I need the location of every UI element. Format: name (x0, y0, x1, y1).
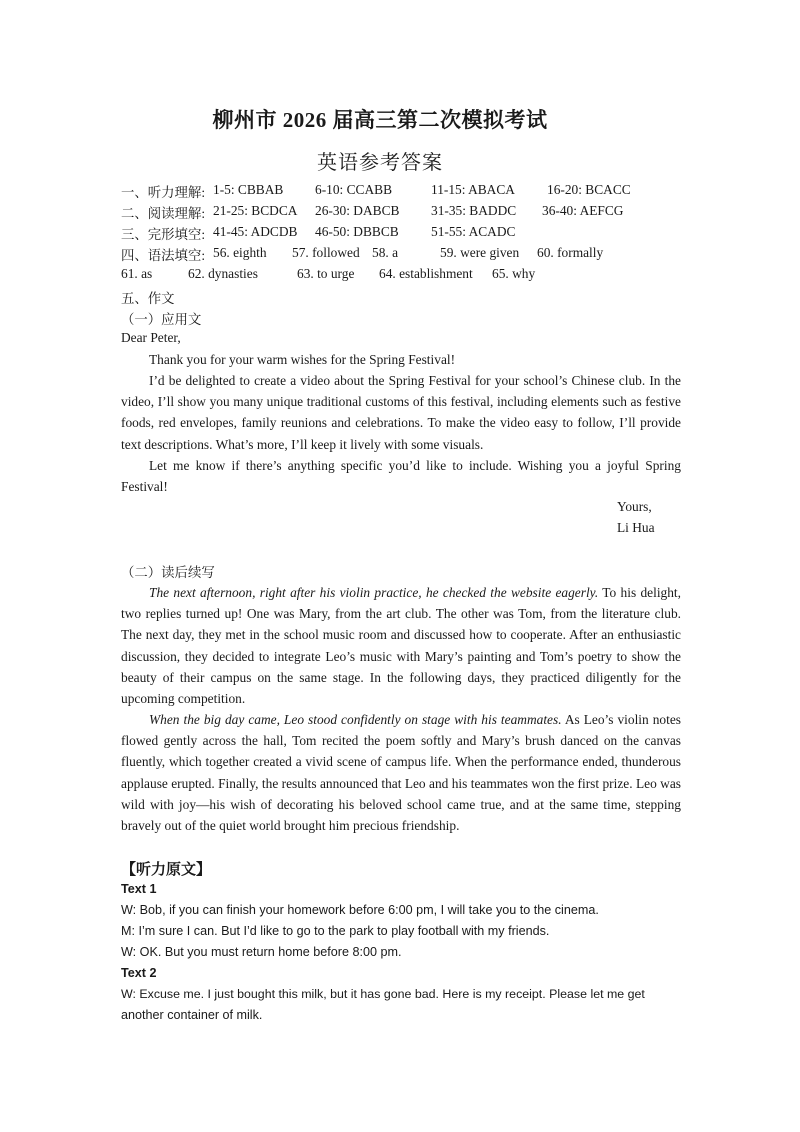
answer-item: 58. a (372, 245, 399, 260)
answer-group: 41-45: ADCDB (213, 224, 298, 239)
transcript-line: M: I’m sure I can. But I’d like to go to the park to play football with my friends. (121, 924, 550, 938)
letter-paragraph: I’d be delighted to create a video about the Spring Festival for your school’s Chinese club. In the video, I’ll show you many unique traditional customs of this festival, including elements such as festive foods, red envelopes, family reunions and celebrations. To make the video easy to follow, I’ll provide text descriptions. What’s more, I’ll keep it lively with some visuals. (121, 373, 681, 452)
continuation-paragraph (121, 582, 681, 709)
answer-item: 64. establishment (379, 266, 473, 281)
transcript-heading: 【听力原文】 (121, 861, 212, 878)
answer-item: 61. as (121, 266, 153, 281)
section-label: 四、语法填空: (121, 248, 206, 263)
letter-closing: Yours, (617, 499, 652, 514)
continuation-paragraph (121, 709, 681, 836)
paragraph-body: To his delight, two replies turned up! One was Mary, from the art club. The other was Tom, from the literature club. The next day, they met in the school music room and discussed how to cooperate. After an enthusiastic discussion, they decided to integrate Leo’s music with Mary’s painting and Tom’s poetry to show the beauty of their campus on the same stage. In the following days, they practiced diligently for the upcoming competition. (121, 585, 682, 707)
answer-item: 59. were given (440, 245, 520, 260)
transcript-line: another container of milk. (121, 1008, 263, 1022)
answer-key-subtitle: 英语参考答案 (317, 152, 443, 174)
paragraph-lead-sentence: The next afternoon, right after his violin practice, he checked the website eagerly. (149, 585, 599, 600)
answer-item: 60. formally (537, 245, 604, 260)
answer-group: 1-5: CBBAB (213, 182, 284, 197)
answer-group: 6-10: CCABB (315, 182, 393, 197)
exam-title: 柳州市 2026 届高三第二次模拟考试 (212, 108, 548, 132)
paragraph-body: As Leo’s violin notes flowed gently across the hall, Tom recited the poem softly and Mary’s brush danced on the canvas fluently, which together created a vivid scene of campus life. When the performance ended, thunderous applause erupted. Finally, the results announced that Leo and his teammates won the first prize. Leo was wild with joy—his wish of decorating his beloved school came true, and at the same time, stepping bravely out of the quiet world brought him precious friendship. (121, 712, 681, 834)
part1-heading: （一）应用文 (121, 312, 202, 327)
text2-label: Text 2 (121, 966, 157, 980)
letter-paragraph: Thank you for your warm wishes for the Spring Festival! (149, 352, 456, 367)
letter-signature: Li Hua (617, 520, 655, 535)
section-label: 一、听力理解: (121, 185, 206, 200)
answer-item: 65. why (492, 266, 536, 281)
letter-salutation: Dear Peter, (121, 330, 181, 345)
section-label: 二、阅读理解: (121, 206, 206, 221)
answer-group: 31-35: BADDC (431, 203, 517, 218)
writing-heading: 五、作文 (121, 291, 175, 306)
answer-group: 36-40: AEFCG (542, 203, 624, 218)
transcript-line: W: Excuse me. I just bought this milk, but it has gone bad. Here is my receipt. Please let me get (121, 987, 645, 1001)
answer-group: 51-55: ACADC (431, 224, 516, 239)
answer-group: 46-50: DBBCB (315, 224, 399, 239)
answer-group: 16-20: BCACC (547, 182, 631, 197)
answer-item: 57. followed (292, 245, 360, 260)
transcript-line: W: Bob, if you can finish your homework before 6:00 pm, I will take you to the cinema. (121, 903, 599, 917)
letter-paragraph: Let me know if there’s anything specific you’d like to include. Wishing you a joyful Spring Festival! (121, 458, 681, 495)
text1-label: Text 1 (121, 882, 157, 896)
answer-item: 56. eighth (213, 245, 267, 260)
section-label: 三、完形填空: (121, 227, 206, 242)
answer-item: 63. to urge (297, 266, 355, 281)
answer-group: 11-15: ABACA (431, 182, 515, 197)
paragraph-lead-sentence: When the big day came, Leo stood confidently on stage with his teammates. (149, 712, 562, 727)
answer-group: 26-30: DABCB (315, 203, 400, 218)
part2-heading: （二）读后续写 (121, 565, 215, 580)
transcript-line: W: OK. But you must return home before 8:00 pm. (121, 945, 402, 959)
answer-group: 21-25: BCDCA (213, 203, 298, 218)
answer-item: 62. dynasties (188, 266, 258, 281)
